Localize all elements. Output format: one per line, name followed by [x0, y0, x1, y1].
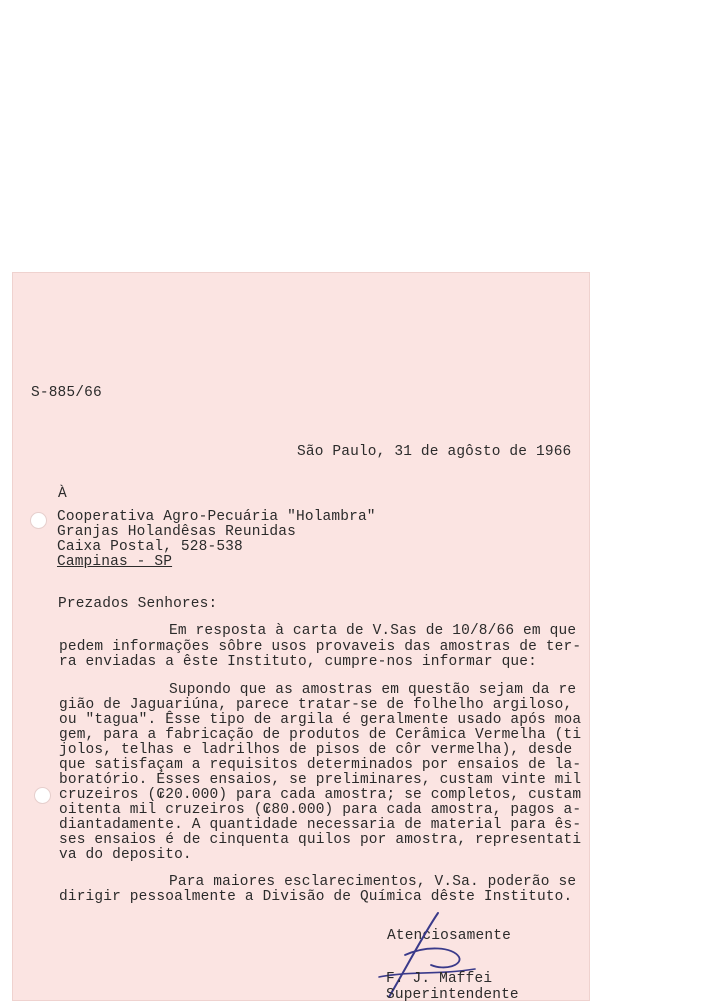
paragraph2-line: oitenta mil cruzeiros (₢80.000) para cada amostra, pagos a- — [59, 802, 582, 818]
paragraph2-line: jolos, telhas e ladrilhos de pisos de côr vermelha), desde — [59, 742, 573, 758]
paragraph1-line: ra enviadas a êste Instituto, cumpre-nos informar que: — [59, 654, 537, 670]
salutation: Prezados Senhores: — [58, 596, 218, 612]
closing: Atenciosamente — [387, 928, 511, 944]
recipient-line: Granjas Holandêsas Reunidas — [57, 524, 296, 540]
punch-hole-bottom — [34, 787, 51, 804]
paragraph2-line: cruzeiros (₢20.000) para cada amostra; se completos, custam — [59, 787, 582, 803]
paragraph2-line: ses ensaios é de cinquenta quilos por amostra, representati — [59, 832, 582, 848]
paragraph3-line: dirigir pessoalmente a Divisão de Química dêste Instituto. — [59, 889, 573, 905]
recipient-line: Cooperativa Agro-Pecuária "Holambra" — [57, 509, 376, 525]
paragraph1-line: pedem informações sôbre usos provaveis das amostras de ter- — [59, 639, 582, 655]
paragraph2-line: ou "tagua". Êsse tipo de argila é geralmente usado após moa — [59, 712, 582, 728]
recipient-city: Campinas - SP — [57, 554, 173, 570]
paragraph2-line: diantadamente. A quantidade necessaria de material para ês- — [59, 817, 582, 833]
recipient-line: Caixa Postal, 528-538 — [57, 539, 243, 555]
signatory-title: Superintendente — [386, 987, 519, 1003]
paragraph2-line: gião de Jaguariúna, parece tratar-se de folhelho argiloso, — [59, 697, 573, 713]
signatory-name: F. J. Maffei — [386, 971, 493, 987]
paragraph2-line: va do deposito. — [59, 847, 192, 863]
recipient-prefix: À — [58, 486, 67, 502]
paragraph2-line: Supondo que as amostras em questão sejam da re — [169, 682, 577, 698]
paragraph2-line: que satisfaçam a requisitos determinados por ensaios de la- — [59, 757, 582, 773]
paragraph1-line: Em resposta à carta de V.Sas de 10/8/66 em que — [169, 623, 577, 639]
paragraph2-line: boratório. Ésses ensaios, se preliminares, custam vinte mil — [59, 772, 582, 788]
date-line: São Paulo, 31 de agôsto de 1966 — [297, 444, 572, 460]
punch-hole-top — [30, 512, 47, 529]
reference-number: S-885/66 — [31, 385, 102, 401]
paragraph3-line: Para maiores esclarecimentos, V.Sa. poderão se — [169, 874, 577, 890]
paragraph2-line: gem, para a fabricação de produtos de Cerâmica Vermelha (ti — [59, 727, 582, 743]
